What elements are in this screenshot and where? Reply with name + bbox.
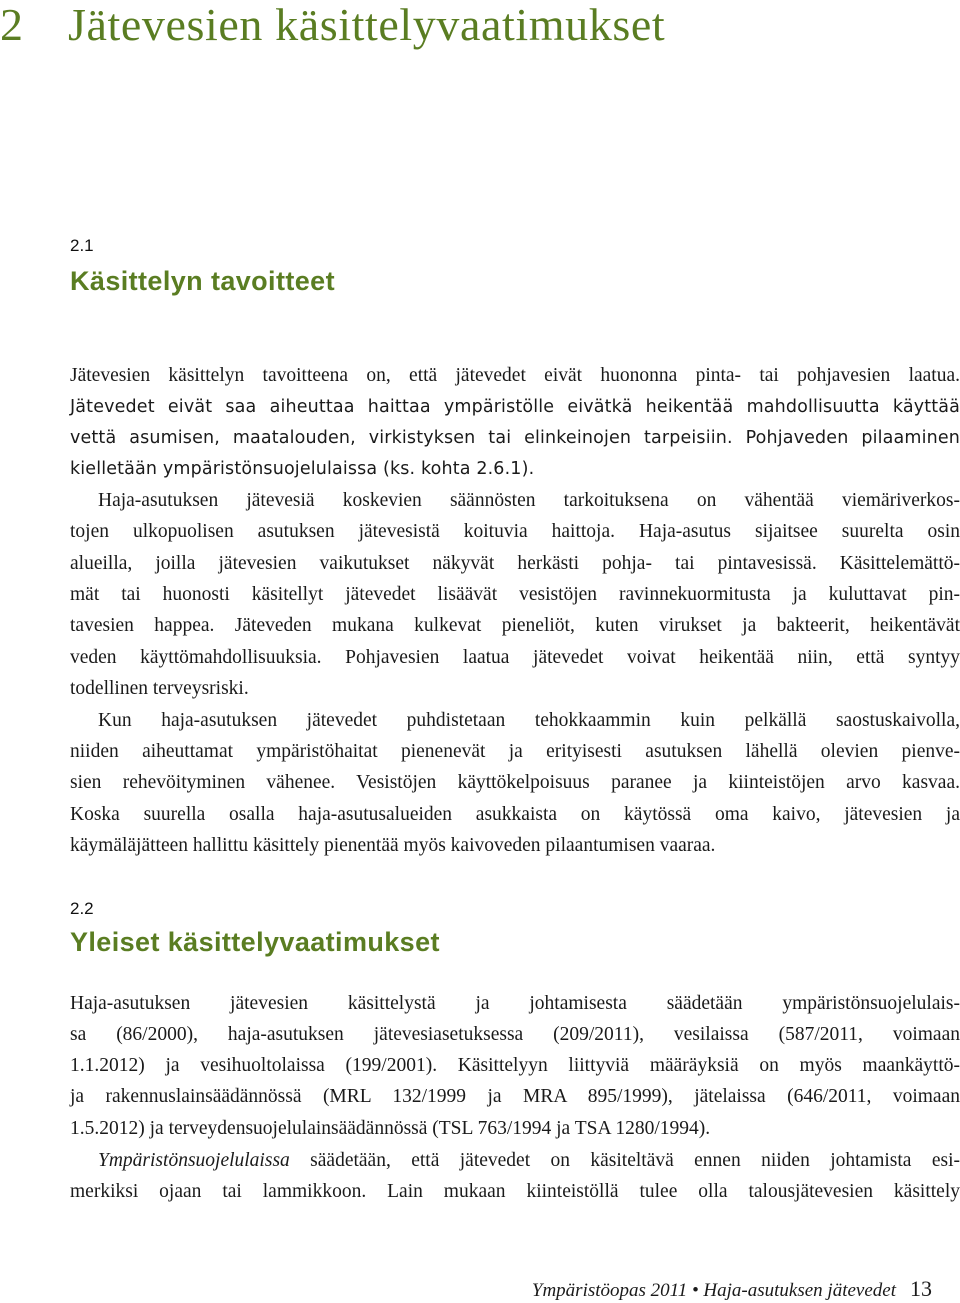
paragraph-line: mät tai huonosti käsitellyt jätevedet lisäävät vesistöjen ravinnekuormitusta ja kuluttavat pin- [70, 584, 960, 605]
paragraph-line: 1.5.2012) ja terveydensuojelulainsäädännössä (TSL 763/1994 ja TSA 1280/1994). [70, 1118, 711, 1139]
chapter-number: 2 [0, 0, 24, 50]
chapter-title: Jätevesien käsittelyvaatimukset [68, 0, 666, 50]
paragraph-line: Haja-asutuksen jätevesiä koskevien säännösten tarkoituksena on vähentää viemäriverkos- [98, 490, 960, 511]
paragraph-line: tavesien happea. Jäteveden mukana kulkevat pieneliöt, kuten virukset ja bakteerit, heikentävät [70, 615, 960, 636]
section-title-2-1: Käsittelyn tavoitteet [70, 266, 335, 296]
paragraph-line: alueilla, joilla jätevesien vaikutukset näkyvät herkästi pohja- tai pintavesissä. Käsittelemättö- [70, 553, 960, 574]
italic-law-term: Ympäristönsuojelulaissa [98, 1150, 290, 1171]
paragraph-line: Haja-asutuksen jätevesien käsittelystä ja johtamisesta säädetään ympäristönsuojelulais- [70, 993, 960, 1014]
paragraph-line: kielletään ympäristönsuojelulaissa (ks. kohta 2.6.1). [70, 459, 535, 479]
section-title-2-2: Yleiset käsittelyvaatimukset [70, 927, 440, 957]
paragraph-line: sa (86/2000), haja-asutuksen jätevesiasetuksessa (209/2011), vesilaissa (587/2011, voimaan [70, 1024, 960, 1045]
section-number-2-1: 2.1 [70, 236, 94, 255]
paragraph-line: Jätevedet eivät saa aiheuttaa haittaa ympäristölle eivätkä heikentää mahdollisuutta käyttää [70, 397, 960, 417]
paragraph-line: Koska suurella osalla haja-asutusalueiden asukkaista on käytössä oma kaivo, jätevesien ja [70, 804, 960, 825]
paragraph-line: niiden aiheuttamat ympäristöhaitat pienenevät ja erityisesti asutuksen lähellä olevien pienve- [70, 741, 960, 762]
paragraph-line: Kun haja-asutuksen jätevedet puhdistetaan tehokkaammin kuin pelkällä saostuskaivolla, [98, 710, 960, 731]
paragraph-line: 1.1.2012) ja vesihuoltolaissa (199/2001). Käsittelyyn liittyviä määräyksiä on myös maankäyttö- [70, 1055, 960, 1076]
page-number: 13 [910, 1276, 932, 1301]
section-number-2-2: 2.2 [70, 899, 94, 918]
paragraph-line: ja rakennuslainsäädännössä (MRL 132/1999 ja MRA 895/1999), jätelaissa (646/2011, voimaan [70, 1086, 960, 1107]
paragraph-line: Jätevesien käsittelyn tavoitteena on, että jätevedet eivät huononna pinta- tai pohjavesien laatua. [70, 365, 960, 386]
paragraph-line: käymäläjätteen hallittu käsittely pienentää myös kaivoveden pilaantumisen vaaraa. [70, 835, 716, 856]
paragraph-line: veden käyttömahdollisuuksia. Pohjavesien laatua jätevedet voivat heikentää niin, että syntyy [70, 647, 960, 668]
page-footer [532, 1276, 932, 1302]
paragraph-line [70, 1145, 960, 1176]
paragraph-line: todellinen terveysriski. [70, 678, 249, 699]
footer-title: Ympäristöopas 2011 • Haja-asutuksen jätevedet [531, 1280, 896, 1301]
paragraph-line: sien rehevöityminen vähenee. Vesistöjen käyttökelpoisuus paranee ja kiinteistöjen arvo kasvaa. [70, 772, 960, 793]
paragraph-line: merkiksi ojaan tai lammikkoon. Lain mukaan kiinteistöllä tulee olla talousjätevesien käsittely [70, 1181, 960, 1202]
paragraph-line-rest: säädetään, että jätevedet on käsiteltävä ennen niiden johtamista esi- [289, 1150, 960, 1171]
paragraph-line: vettä asumisen, maatalouden, virkistyksen tai elinkeinojen tarpeisiin. Pohjaveden pilaaminen [70, 428, 960, 448]
paragraph-line: tojen ulkopuolisen asutuksen jätevesistä koituvia haittoja. Haja-asutus sijaitsee suurelta osin [70, 521, 960, 542]
